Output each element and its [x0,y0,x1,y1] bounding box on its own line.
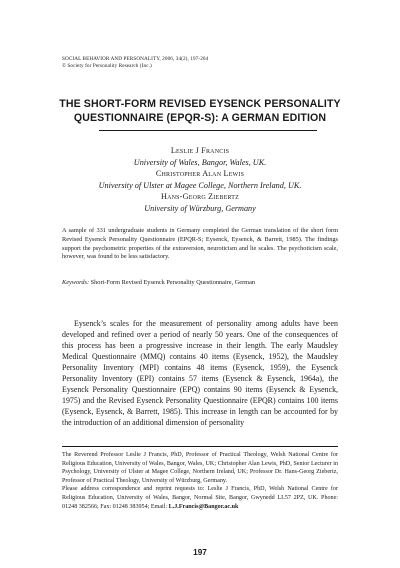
author-affiliation: University of Ulster at Magee College, Northern Ireland, UK. [98,180,302,190]
footnote-divider [62,446,338,447]
page-number: 197 [193,548,207,557]
title-divider [99,130,317,131]
body-text [62,318,338,428]
running-head [62,56,342,70]
keywords [62,279,338,288]
author-block [30,145,370,215]
keywords-label: Keywords: [62,279,90,286]
keywords-text: Short-Form Revised Eysenck Personality Questionnaire, German [90,279,256,286]
body-paragraph: Eysenck’s scales for the measurement of personality among adults have been developed and refined over a period of nearly 50 years. One of the consequences of this process has been a progressive increase in their length. The early Maudsley Medical Questionnaire (MMQ) contains 40 items (Eysenck, 1952), the Maudsley Personality Inventory (MPI) contains 48 items (Eysenck, 1959), the Eysenck Personality Inventory (EPI) contains 57 items (Eysenck & Eysenck, 1964a), the Eysenck Personality Questionnaire (EPQ) contains 90 items (Eysenck & Eysenck, 1975) and the Revised Eysenck Personality Questionnaire (EPQR) contains 100 items (Eysenck, Eysenck, & Barrett, 1985). This increase in length can be accounted for by the introduction of an additional dimension of personality [62,319,338,427]
abstract: A sample of 331 undergraduate students in Germany completed the German translation of the short form Revised Eysenck Personality Questionnaire (EPQR-S; Eysenck, Eysenck, & Barrett, 1985). The findings support the psychometric properties of the extraversion, neuroticism and lie scales. The psychoticism scale, however, was found to be less satisfactory. [62,227,338,261]
title-line-1: THE SHORT-FORM REVISED EYSENCK PERSONALITY [59,98,341,110]
journal-citation: SOCIAL BEHAVIOR AND PERSONALITY, 2006, 34(2), 197-204 [62,56,209,62]
title-line-2: QUESTIONNAIRE (EPQR-S): A GERMAN EDITION [73,112,327,124]
email-address: L.J.Francis@Bangor.ac.uk [168,503,239,510]
author-affiliation: University of Wales, Bangor, Wales, UK. [133,157,267,167]
author-name: Leslie J Francis [170,146,230,155]
author-name: Hans-Georg Ziebertz [160,192,240,202]
author-affiliation: University of Würzburg, Germany [144,203,256,213]
copyright-line: © Society for Personality Research (Inc.) [62,63,152,69]
author-name: Christopher Alan Lewis [155,169,245,179]
footnote-correspondence [62,485,338,511]
article-title [40,97,360,125]
correspondence-text: Please address correspondence and reprint requests to: Leslie J Francis, PhD, Welsh National Centre for Religious Education, University of Wales, Bangor, Normal Site, Bangor, Gwynedd LL57 2PZ, UK. Phone: 01248 382566; Fax: 01248 383954; Email: [62,486,338,510]
footnote [62,451,338,511]
footnote-affiliations: The Reverend Professor Leslie J Francis, PhD, Professor of Practical Theology, Welsh National Centre for Religious Education, University of Wales, Bangor, Wales, UK; Christopher Alan Lewis, PhD, Senior Lecturer in Psychology, University of Ulster at Magee College, Northern Ireland, UK; Professor Dr. Hans-Georg Ziebertz, Professor of Practical Theology, University of Würzburg, Germany. [62,452,338,484]
